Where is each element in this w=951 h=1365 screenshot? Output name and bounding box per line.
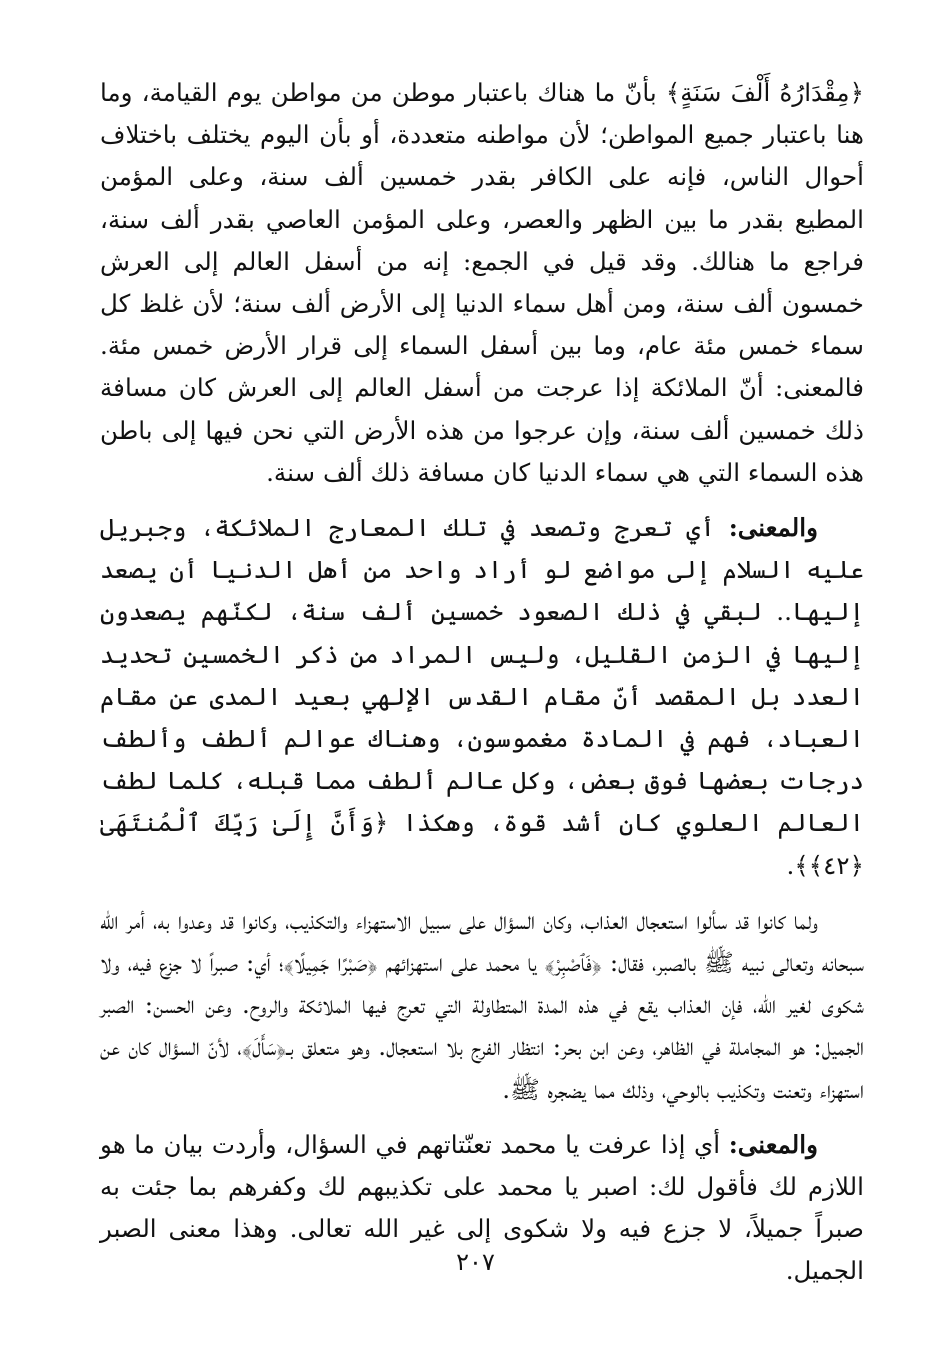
paragraph-4-lead: والمعنى: bbox=[728, 1129, 818, 1159]
paragraph-1-text: ﴿مِقْدَارُهُ أَلْفَ سَنَةٍ﴾ بأنّ ما هناك باعتبار موطن من مواطن يوم القيامة، وما هنا باعتبار جميع المواطن؛ لأن مواطنه متعددة، أو بأن اليوم يختلف باختلاف أحوال الناس، فإنه على الكافر بقدر خمسين ألف سنة، وعلى المؤمن المطيع بقدر ما بين الظهر والعصر، وعلى المؤمن العاصي بقدر ألف سنة، فراجع ما هنالك. وقد قيل في الجمع: إنه من أسفل العالم إلى العرش خمسون ألف سنة، ومن أهل سماء الدنيا إلى الأرض ألف سنة؛ لأن غلظ كل سماء خمس مئة عام، وما بين أسفل السماء إلى قرار الأرض خمس مئة. فالمعنى: أنّ الملائكة إذا عرجت من أسفل العالم إلى العرش كان مسافة ذلك خمسين ألف سنة، وإن عرجوا من هذه الأرض التي نحن فيها إلى باطن هذه السماء التي هي سماء الدنيا كان مسافة ذلك ألف سنة. bbox=[100, 78, 864, 487]
paragraph-4-text: أي إذا عرفت يا محمد تعنّتاتهم في السؤال، وأردت بيان ما هو اللازم لك فأقول لك: اصبر يا محمد على تكذيبهم لك وكفرهم بما جئت به صبراً جميلاً، لا جزع فيه ولا شكوى إلى غير الله تعالى. وهذا معنى الصبر الجميل. bbox=[100, 1129, 864, 1286]
paragraph-3 bbox=[100, 900, 864, 1111]
paragraph-2-lead: والمعنى: bbox=[728, 513, 818, 543]
body-text bbox=[100, 72, 864, 1293]
page-number: ٢٠٧ bbox=[456, 1248, 495, 1276]
paragraph-2-text: أي تعرج وتصعد في تلك المعارج الملائكة، وجبريل عليه السلام إلى مواضع لو أراد واحد من أهل الدنيا أن يصعد إليها.. لبقي في ذلك الصعود خمسين ألف سنة، لكنّهم يصعدون إليها في الزمن القليل، وليس المراد من ذكر الخمسين تحديد العدد بل المقصد أنّ مقام القدس الإلهي بعيد المدى عن مقام العباد، فهم في المادة مغموسون، وهناك عوالم ألطف وألطف درجات بعضها فوق بعض، وكل عالم ألطف مما قبله، كلما لطف العالم العلوي كان أشد قوة، وهكذا ﴿وَأَنَّ إِلَىٰ رَبِّكَ ٱلْمُنتَهَىٰ ﴿٤٢﴾﴾. bbox=[100, 513, 864, 880]
paragraph-2 bbox=[100, 507, 864, 887]
paragraph-3-text: ولما كانوا قد سألوا استعجال العذاب، وكان السؤال على سبيل الاستهزاء والتكذيب، وكانوا قد وعدوا به، أمر الله سبحانه وتعالى نبيه ﷺ بالصبر، فقال: ﴿فَٱصْبِرْ﴾ يا محمد على استهزائهم ﴿صَبْرًا جَمِيلًا﴾؛ أي: صبراً لا جزع فيه، ولا شكوى لغير الله، فإن العذاب يقع في هذه المدة المتطاولة التي تعرج فيها الملائكة والروح. وعن الحسن: الصبر الجميل: هو المجاملة في الظاهر، وعن ابن بحر: انتظار الفرج بلا استعجال. وهو متعلق بـ﴿سَأَلَ﴾، لأنّ السؤال كان عن استهزاء وتعنت وتكذيب بالوحي، وذلك مما يضجره ﷺ. bbox=[100, 905, 865, 1104]
paragraph-1 bbox=[100, 72, 864, 494]
